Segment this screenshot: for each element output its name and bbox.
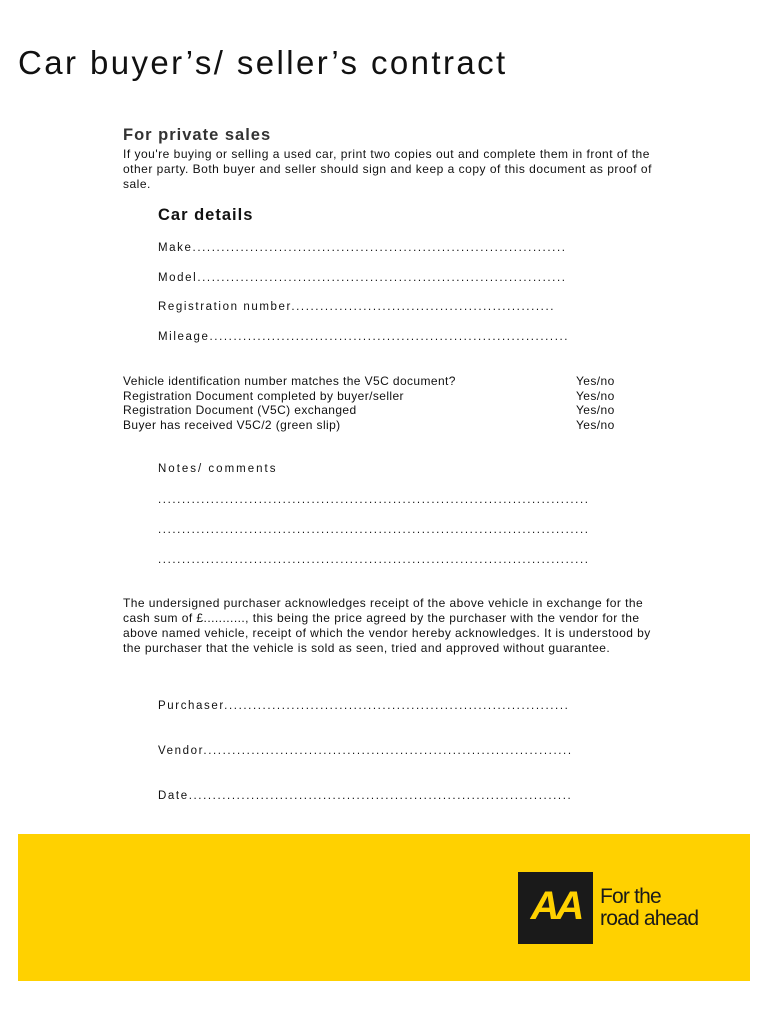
intro-text: If you're buying or selling a used car, print two copies out and complete them in front of the other party. Both buyer and seller should sign and keep a copy of this document as proof of sale. [123,147,652,191]
date-line: Date................................................................................ [158,790,573,802]
checklist-answer: Yes/no [576,417,615,432]
checklist-row [123,374,643,389]
checklist-row [123,418,643,433]
checklist-row [123,403,643,418]
mileage-field: Mileage........................................................................... [158,331,570,343]
registration-number-field: Registration number....................................................... [158,301,556,313]
aa-logo-text: AA [530,884,581,928]
car-details-heading: Car details [158,206,254,224]
aa-logo [518,872,593,944]
notes-line: .......................................................................................... [158,494,590,506]
checklist-answer: Yes/no [576,374,615,388]
brand-tagline [600,886,698,930]
notes-line: .......................................................................................... [158,554,590,566]
make-field: Make.............................................................................. [158,242,567,254]
notes-heading: Notes/ comments [158,463,278,475]
checklist-answer: Yes/no [576,388,615,403]
document-subtitle: For private sales [123,126,272,144]
brand-banner [18,834,750,981]
vendor-signature-line: Vendor............................................................................. [158,745,573,757]
checklist [123,374,643,432]
checklist-label: Registration Document completed by buyer/seller [123,388,404,403]
purchaser-signature-line: Purchaser........................................................................ [158,700,570,712]
checklist-label: Registration Document (V5C) exchanged [123,403,357,418]
checklist-answer: Yes/no [576,403,615,418]
notes-line: .......................................................................................... [158,524,590,536]
acknowledgement-text: The undersigned purchaser acknowledges receipt of the above vehicle in exchange for the cash sum of £..........., this being the price agreed by the purchaser with the vendor for the above named vehicle, receipt of which the vendor hereby acknowledges. It is understood by the purchaser that the vehicle is sold as seen, tried and approved without guarantee. [123,596,651,655]
checklist-label: Buyer has received V5C/2 (green slip) [123,417,341,432]
checklist-row [123,389,643,404]
model-field: Model............................................................................. [158,272,567,284]
document-title: Car buyer’s/ seller’s contract [18,44,508,81]
checklist-label: Vehicle identification number matches the V5C document? [123,374,456,388]
tagline-line-2: road ahead [600,907,699,930]
tagline-line-1: For the [600,885,661,908]
